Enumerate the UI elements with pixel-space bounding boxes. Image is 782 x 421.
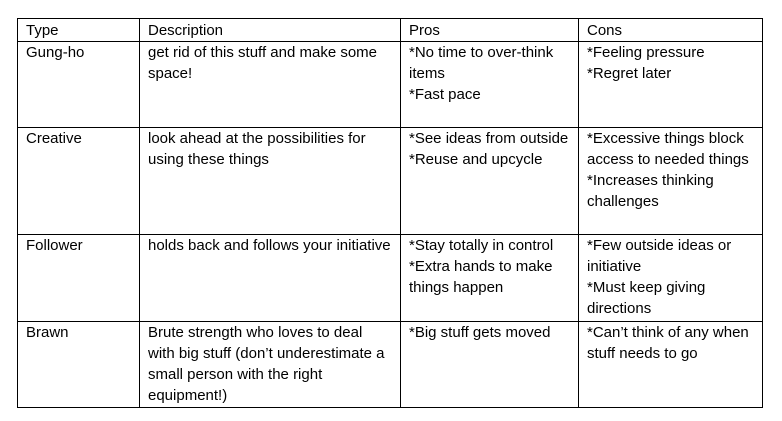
header-pros: Pros [401,19,579,42]
pros-cell [401,322,579,408]
cons-cell [579,322,763,408]
description-cell: holds back and follows your initiative [140,235,401,322]
pro-item: *Reuse and upcycle [409,151,543,168]
pro-item: *Big stuff gets moved [409,324,551,341]
con-item: *Can’t think of any when stuff needs to go [587,324,749,362]
header-type: Type [18,19,140,42]
description-cell: Brute strength who loves to deal with big stuff (don’t underestimate a small person with the right equipment!) [140,322,401,408]
con-item: *Must keep giving directions [587,279,706,317]
type-cell: Gung-ho [18,42,140,128]
type-cell: Brawn [18,322,140,408]
pro-item: *Stay totally in control [409,237,554,254]
table-row [18,42,763,128]
pro-item: *Extra hands to make things happen [409,258,553,296]
con-item: *Regret later [587,65,672,82]
header-cons: Cons [579,19,763,42]
con-item: *Feeling pressure [587,44,705,61]
pros-cell [401,128,579,235]
con-item: *Increases thinking challenges [587,172,714,210]
header-description: Description [140,19,401,42]
pros-cell [401,42,579,128]
pros-cell [401,235,579,322]
pro-item: *No time to over-think items [409,44,554,82]
description-cell: get rid of this stuff and make some space! [140,42,401,128]
helper-types-table [17,18,763,408]
pro-item: *See ideas from outside [409,130,569,147]
type-cell: Follower [18,235,140,322]
cons-cell [579,235,763,322]
description-cell: look ahead at the possibilities for using these things [140,128,401,235]
cons-cell [579,42,763,128]
con-item: *Excessive things block access to needed things [587,130,749,168]
table-row [18,322,763,408]
table-row [18,235,763,322]
table-row [18,128,763,235]
pro-item: *Fast pace [409,86,481,103]
cons-cell [579,128,763,235]
header-row [18,19,763,42]
con-item: *Few outside ideas or initiative [587,237,732,275]
type-cell: Creative [18,128,140,235]
